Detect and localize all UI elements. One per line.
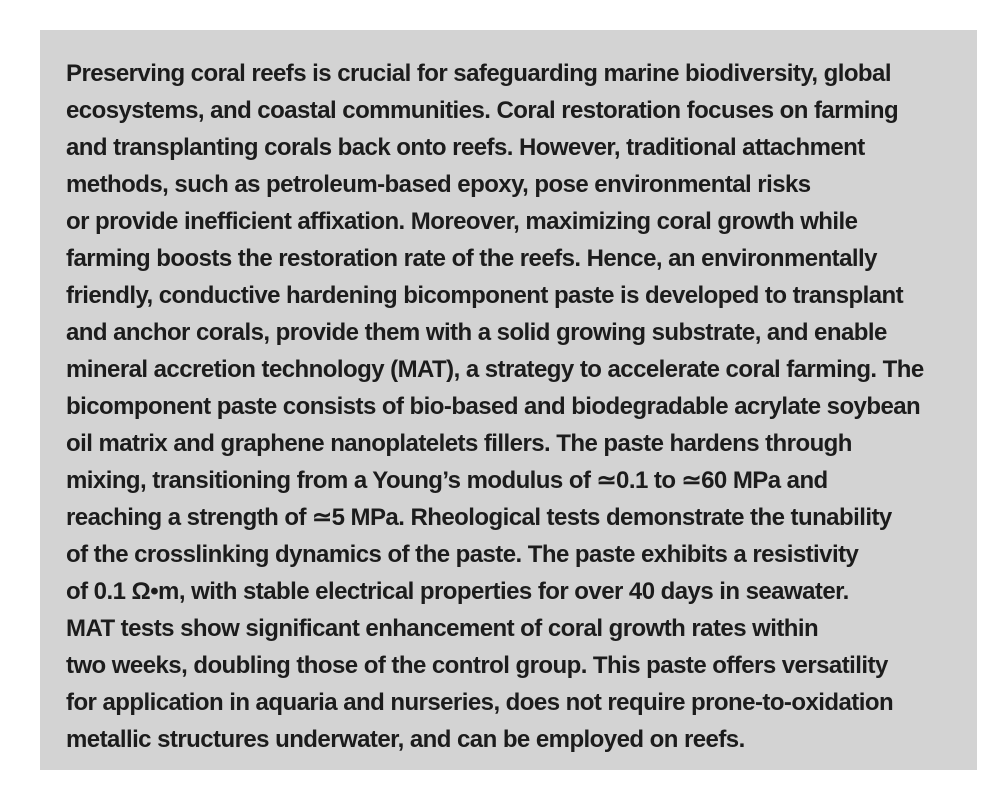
abstract-line: and anchor corals, provide them with a solid growing substrate, and enable bbox=[66, 319, 887, 346]
abstract-line: of the crosslinking dynamics of the paste. The paste exhibits a resistivity bbox=[66, 541, 859, 568]
abstract-line: MAT tests show significant enhancement of coral growth rates within bbox=[66, 615, 819, 642]
abstract-line: and transplanting corals back onto reefs. However, traditional attachment bbox=[66, 134, 865, 161]
abstract-line: or provide inefficient affixation. Moreover, maximizing coral growth while bbox=[66, 208, 858, 235]
abstract-line: two weeks, doubling those of the control group. This paste offers versatility bbox=[66, 652, 888, 679]
abstract-line: ecosystems, and coastal communities. Coral restoration focuses on farming bbox=[66, 97, 899, 124]
abstract-line: oil matrix and graphene nanoplatelets fillers. The paste hardens through bbox=[66, 430, 852, 457]
abstract-line: mixing, transitioning from a Young’s modulus of ≃0.1 to ≃60 MPa and bbox=[66, 467, 828, 494]
abstract-line: methods, such as petroleum-based epoxy, pose environmental risks bbox=[66, 171, 811, 198]
abstract-line: friendly, conductive hardening bicomponent paste is developed to transplant bbox=[66, 282, 904, 309]
abstract-box bbox=[40, 30, 977, 770]
abstract-line: Preserving coral reefs is crucial for safeguarding marine biodiversity, global bbox=[66, 60, 891, 87]
abstract-line: metallic structures underwater, and can be employed on reefs. bbox=[66, 726, 745, 753]
abstract-line: for application in aquaria and nurseries, does not require prone-to-oxidation bbox=[66, 689, 894, 716]
abstract-line: of 0.1 Ω•m, with stable electrical properties for over 40 days in seawater. bbox=[66, 578, 849, 605]
abstract-line: reaching a strength of ≃5 MPa. Rheological tests demonstrate the tunability bbox=[66, 504, 892, 531]
abstract-line: bicomponent paste consists of bio-based and biodegradable acrylate soybean bbox=[66, 393, 921, 420]
abstract-line: mineral accretion technology (MAT), a strategy to accelerate coral farming. The bbox=[66, 356, 924, 383]
abstract-line: farming boosts the restoration rate of the reefs. Hence, an environmentally bbox=[66, 245, 877, 272]
